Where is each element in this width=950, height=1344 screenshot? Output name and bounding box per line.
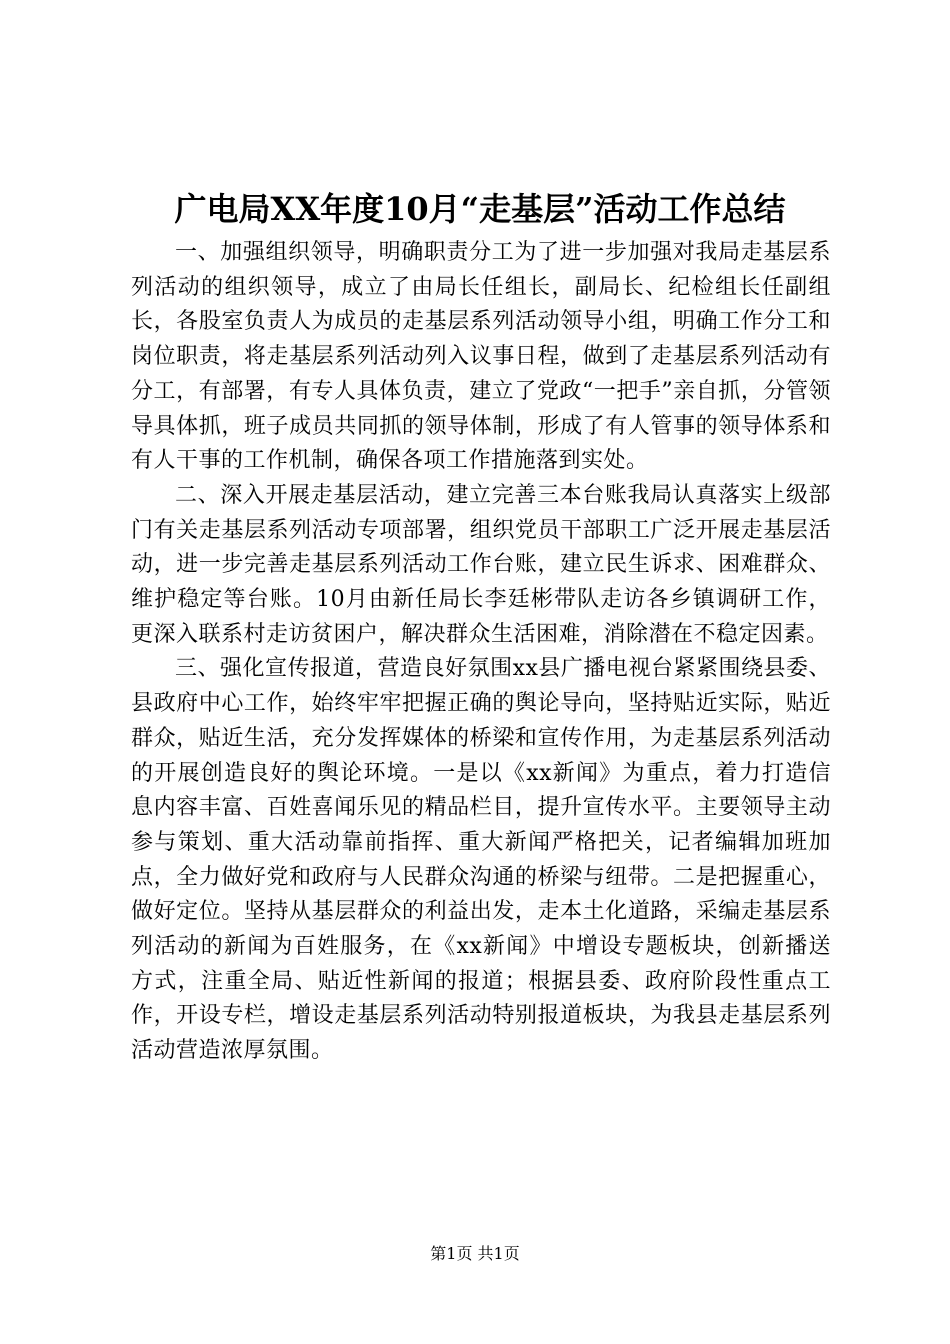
document-body <box>131 236 831 1069</box>
paragraph-publicity: 三、强化宣传报道，营造良好氛围xx县广播电视台紧紧围绕县委、县政府中心工作，始终牢牢把握正确的舆论导向，坚持贴近实际，贴近群众，贴近生活，充分发挥媒体的桥梁和宣传作用，为走基层系列活动的开展创造良好的舆论环境。一是以《xx新闻》为重点，着力打造信息内容丰富、百姓喜闻乐见的精品栏目，提升宣传水平。主要领导主动参与策划、重大活动靠前指挥、重大新闻严格把关，记者编辑加班加点，全力做好党和政府与人民群众沟通的桥梁与纽带。二是把握重心，做好定位。坚持从基层群众的利益出发，走本土化道路，采编走基层系列活动的新闻为百姓服务，在《xx新闻》中增设专题板块，创新播送方式，注重全局、贴近性新闻的报道；根据县委、政府阶段性重点工作，开设专栏，增设走基层系列活动特别报道板块，为我县走基层系列活动营造浓厚氛围。 <box>131 656 831 1064</box>
document-title: 广电局XX年度10月“走基层”活动工作总结 <box>174 190 786 228</box>
page-footer: 第1页 共1页 <box>430 1244 520 1263</box>
paragraph-grassroots-activities: 二、深入开展走基层活动，建立完善三本台账我局认真落实上级部门有关走基层系列活动专项部署，组织党员干部职工广泛开展走基层活动，进一步完善走基层系列活动工作台账，建立民生诉求、困难群众、维护稳定等台账。10月由新任局长李廷彬带队走访各乡镇调研工作，更深入联系村走访贫困户，解决群众生活困难，消除潜在不稳定因素。 <box>131 482 831 647</box>
paragraph-organization: 一、加强组织领导，明确职责分工为了进一步加强对我局走基层系列活动的组织领导，成立了由局长任组长，副局长、纪检组长任副组长，各股室负责人为成员的走基层系列活动领导小组，明确工作分工和岗位职责，将走基层系列活动列入议事日程，做到了走基层系列活动有分工，有部署，有专人具体负责，建立了党政“一把手”亲自抓，分管领导具体抓，班子成员共同抓的领导体制，形成了有人管事的领导体系和有人干事的工作机制，确保各项工作措施落到实处。 <box>131 240 831 474</box>
